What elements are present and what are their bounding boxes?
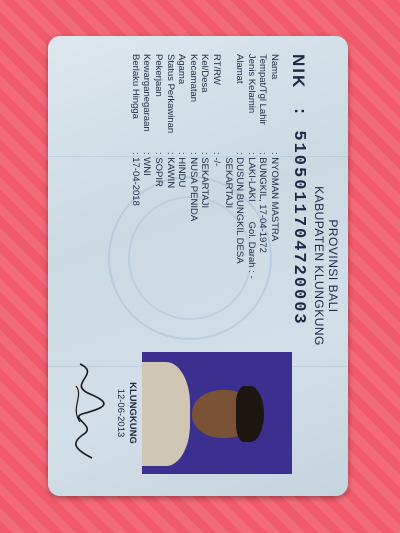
field-row <box>176 54 188 279</box>
field-value: : SEKARTAJI <box>199 152 211 209</box>
issue-date: 12-06-2013 <box>115 388 126 438</box>
blood-type: Gol. Darah : - <box>245 221 257 279</box>
field-value: SEKARTAJI <box>222 152 234 209</box>
field-row <box>257 54 269 279</box>
photo-shirt <box>142 362 190 466</box>
id-photo <box>142 352 292 474</box>
field-row <box>199 54 211 279</box>
field-row <box>268 54 280 279</box>
province-title: PROVINSI BALI <box>326 219 340 313</box>
field-label: Kecamatan <box>187 54 199 103</box>
nik-separator: : <box>289 106 308 119</box>
field-value: : HINDU <box>176 152 188 188</box>
field-row <box>234 54 246 279</box>
signature-icon <box>60 356 110 466</box>
field-value: : KAWIN <box>164 152 176 189</box>
field-row <box>129 54 141 279</box>
field-label: Status Perkawinan <box>164 54 176 134</box>
field-row <box>164 54 176 279</box>
field-row <box>210 54 222 279</box>
field-value: : NUSA PENIDA <box>187 152 199 222</box>
field-value: : DUSUN BUNGKIL DESA <box>234 152 246 264</box>
field-label: Tempat/Tgl Lahir <box>257 54 269 125</box>
field-label: Agama <box>176 54 188 85</box>
field-label: RT/RW <box>211 54 223 85</box>
nik-label-text: NIK <box>289 54 308 90</box>
field-value: : LAKI-LAKI <box>245 152 257 202</box>
nik-number: 5105011704720003 <box>289 130 308 326</box>
field-row <box>187 54 199 279</box>
field-value: : 17-04-2018 <box>129 152 141 206</box>
photo-hair <box>236 386 264 442</box>
card-content <box>48 36 348 496</box>
field-value: : -/- <box>211 152 223 167</box>
field-value: : SOPIR <box>153 152 165 187</box>
field-label: Nama <box>269 54 280 80</box>
field-label: Berlaku Hingga <box>129 54 141 119</box>
field-label: Kel/Desa <box>199 54 211 93</box>
field-label: Jenis Kelamin <box>245 54 257 114</box>
id-card <box>48 36 348 496</box>
field-row <box>152 54 164 279</box>
field-value: : WNI <box>141 152 153 176</box>
issue-city: KLUNGKUNG <box>127 382 138 444</box>
field-row <box>222 54 234 279</box>
field-row <box>245 54 257 279</box>
field-label: Alamat <box>234 54 246 84</box>
field-list <box>129 54 280 279</box>
field-label: Pekerjaan <box>153 54 165 97</box>
field-row <box>141 54 153 279</box>
field-value: : BUNGKIL, 17-04-1972 <box>257 152 269 253</box>
field-label <box>222 54 234 152</box>
nik-label <box>288 54 308 89</box>
regency-title: KABUPATEN KLUNGKUNG <box>312 186 326 346</box>
field-label: Kewarganegaraan <box>141 54 153 132</box>
field-value: : NYOMAN MASTRA <box>269 152 280 242</box>
nik-value <box>289 106 308 326</box>
